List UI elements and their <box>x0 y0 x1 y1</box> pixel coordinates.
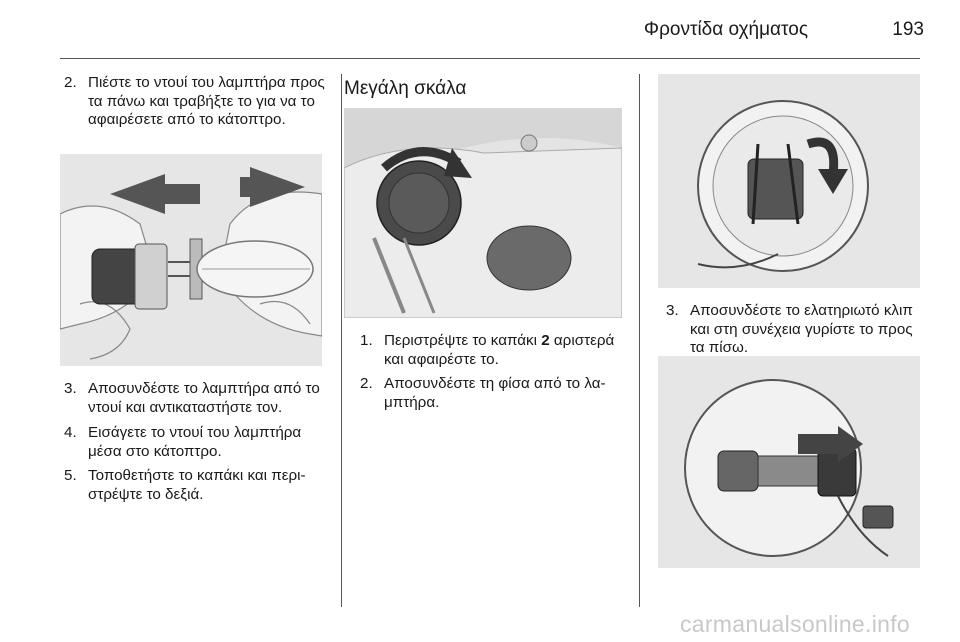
step-item <box>360 332 628 369</box>
header-divider <box>60 58 920 59</box>
page-number: 193 <box>892 19 924 40</box>
step-text-part: Περιστρέψτε το καπάκι <box>384 332 542 349</box>
step-item <box>64 380 326 417</box>
watermark: carmanualsonline.info <box>679 611 910 637</box>
step-number: 4. <box>64 424 77 441</box>
step-text: Αποσυνδέστε το λαμπτήρα από το ντουί και αντικαταστήστε τον. <box>88 380 320 416</box>
page-header-title: Φροντίδα οχήματος <box>643 19 808 40</box>
step-text <box>384 332 628 369</box>
step-item <box>64 74 326 130</box>
step-number: 3. <box>666 302 679 319</box>
step-text-bold: 2 <box>541 332 550 349</box>
step-number: 2. <box>64 74 77 91</box>
column-divider-right <box>639 74 640 607</box>
step-item <box>666 302 928 358</box>
step-number: 2. <box>360 375 373 392</box>
step-text-part: αριστερά και αφαιρέστε το. <box>384 332 615 368</box>
step-text: Αποσυνδέστε τη φίσα από το λαμπτήρα. <box>384 375 606 411</box>
step-item <box>360 375 628 412</box>
step-number: 1. <box>360 332 373 349</box>
spring-clip-illustration <box>658 74 920 288</box>
bulb-removal-hands-illustration <box>60 154 322 366</box>
step-item <box>64 424 326 461</box>
step-number: 3. <box>64 380 77 397</box>
step-item <box>64 467 326 504</box>
column-divider-left <box>341 74 342 607</box>
step-text: Τοποθετήστε το καπάκι και περιστρέψτε το δεξιά. <box>88 467 306 503</box>
section-title: Μεγάλη σκάλα <box>344 78 467 99</box>
step-text: Εισάγετε το ντουί του λαμπτήρα μέσα στο κάτοπτρο. <box>88 424 302 460</box>
headlamp-cap-rotate-illustration <box>344 108 622 318</box>
step-text: Πιέστε το ντουί του λαμπτήρα προς τα πάνω και τραβήξτε το για να το αφαιρέσετε από το κάτοπτρο. <box>88 74 325 128</box>
bulb-connector-illustration <box>658 356 920 568</box>
step-text: Αποσυνδέστε το ελατηριωτό κλιπ και στη συνέχεια γυρίστε το προς τα πίσω. <box>690 302 913 356</box>
step-number: 5. <box>64 467 77 484</box>
